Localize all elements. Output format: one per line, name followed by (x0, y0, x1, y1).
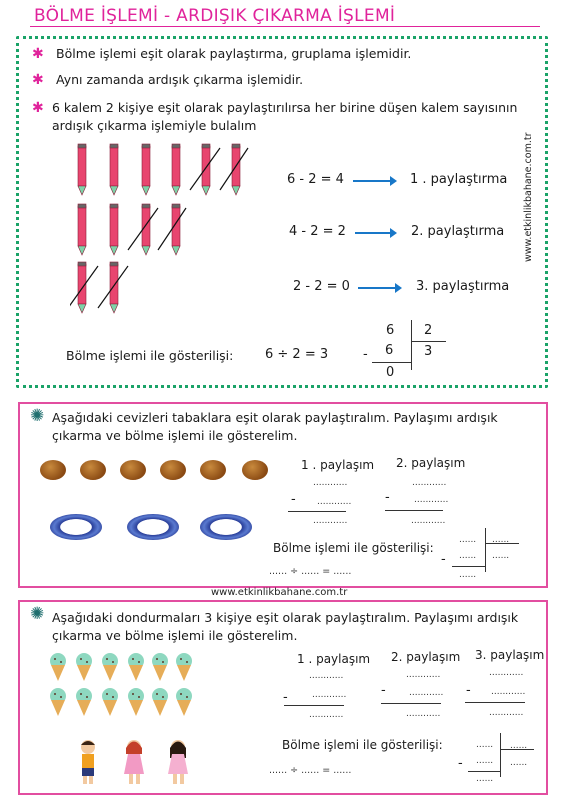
pencil-row-3 (70, 260, 130, 316)
long-division-line (412, 341, 446, 342)
pencil-icon (172, 204, 180, 255)
blank-field[interactable]: ............ (411, 516, 446, 526)
ice-cream-icon (152, 653, 168, 681)
blank-field[interactable]: ............ (312, 690, 347, 700)
ice-cream-icon (50, 653, 66, 681)
share-label-3: 3. paylaşım (475, 648, 545, 662)
instruction-text: Aşağıdaki cevizleri tabaklara eşit olarak paylaştıralım. Paylaşımı ardışık (52, 410, 498, 425)
blank-field[interactable]: ............ (309, 710, 344, 720)
walnut-icon (120, 460, 146, 480)
minus-sign: - (385, 490, 390, 505)
ice-cream-icon (76, 688, 92, 716)
pencil-icon (110, 144, 118, 195)
walnut-icon (160, 460, 186, 480)
minus-sign: - (291, 492, 296, 507)
share-label-1: 1 . paylaşım (297, 652, 371, 666)
division-equation: 6 ÷ 2 = 3 (265, 347, 329, 362)
minus-sign: - (466, 683, 471, 698)
instruction-text: çıkarma ve bölme işlemi ile gösterelim. (52, 628, 298, 643)
long-division-line (452, 566, 485, 567)
pencil-icon (110, 204, 118, 255)
bullet-text: Bölme işlemi eşit olarak paylaştırma, gruplama işlemidir. (56, 46, 412, 61)
long-division-line (372, 362, 412, 363)
gear-bullet-icon: ✺ (30, 406, 45, 426)
walnut-icon (200, 460, 226, 480)
blank-field[interactable]: ............ (309, 671, 344, 681)
minus-sign: - (441, 552, 446, 567)
blank-field[interactable]: ............ (313, 478, 348, 488)
minus-sign: - (381, 683, 386, 698)
arrow-right-icon (358, 287, 400, 289)
share-label-1: 1 . paylaşım (301, 458, 375, 472)
child-girl-icon (168, 740, 188, 784)
blank-field[interactable]: ...... (510, 758, 528, 768)
step-label: 1 . paylaştırma (410, 172, 508, 187)
gear-bullet-icon: ✺ (30, 604, 45, 624)
star-bullet-icon: ✱ (32, 46, 44, 62)
division-label: Bölme işlemi ile gösterilişi: (66, 348, 234, 363)
blank-field[interactable]: ............ (409, 688, 444, 698)
arrow-right-icon (353, 180, 395, 182)
long-division-remainder: 0 (386, 365, 395, 380)
walnut-icon (40, 460, 66, 480)
blank-field[interactable]: ............ (406, 709, 441, 719)
instruction-text: Aşağıdaki dondurmaları 3 kişiye eşit olarak paylaştıralım. Paylaşımı ardışık (52, 610, 519, 625)
blank-field[interactable]: ............ (317, 497, 352, 507)
long-division-line (468, 771, 500, 772)
blank-field[interactable]: ............ (412, 478, 447, 488)
pencil-icon (142, 144, 150, 195)
pencil-icon (78, 204, 86, 255)
blank-field[interactable]: ...... (476, 756, 494, 766)
ice-cream-icon (128, 688, 144, 716)
step-equation: 6 - 2 = 4 (287, 172, 344, 187)
pencil-icon (172, 144, 180, 195)
blank-field[interactable]: ...... (459, 551, 477, 561)
instruction-text: çıkarma ve bölme işlemi ile gösterelim. (52, 428, 298, 443)
blank-field[interactable]: ............ (406, 670, 441, 680)
blank-field[interactable]: ............ (489, 668, 524, 678)
child-girl-icon (124, 740, 144, 784)
ice-cream-group (48, 652, 198, 724)
blank-field[interactable]: ...... (476, 774, 494, 784)
minus-sign: - (283, 690, 288, 705)
children-group (74, 738, 194, 788)
blank-field[interactable]: ............ (489, 708, 524, 718)
long-division-subtract: 6 (385, 343, 394, 358)
share-label-2: 2. paylaşım (391, 650, 461, 664)
division-template[interactable]: ...... ÷ ...... = ...... (269, 566, 352, 577)
step-equation: 4 - 2 = 2 (289, 224, 346, 239)
minus-sign: - (363, 347, 368, 362)
blank-field[interactable]: ...... (459, 535, 477, 545)
blank-field[interactable]: ............ (414, 495, 449, 505)
blank-field[interactable]: ...... (492, 535, 510, 545)
star-bullet-icon: ✱ (32, 72, 44, 88)
pencil-row-1 (70, 142, 250, 198)
subtraction-line (288, 511, 346, 512)
plate-icon (50, 514, 102, 540)
division-label: Bölme işlemi ile gösterilişi: (282, 738, 443, 752)
ice-cream-icon (128, 653, 144, 681)
ice-cream-icon (50, 688, 66, 716)
website-text: www.etkinlikbahane.com.tr (211, 587, 348, 598)
long-division-quotient: 3 (424, 344, 433, 359)
star-bullet-icon: ✱ (32, 100, 44, 116)
ice-cream-icon (102, 653, 118, 681)
minus-sign: - (458, 756, 463, 771)
ice-cream-icon (176, 688, 192, 716)
pencil-icon (202, 144, 210, 195)
long-division-dividend: 6 (386, 323, 395, 338)
blank-field[interactable]: ...... (459, 570, 477, 580)
bullet-text: 6 kalem 2 kişiye eşit olarak paylaştırılırsa her birine düşen kalem sayısının (52, 100, 518, 115)
division-template[interactable]: ...... ÷ ...... = ...... (269, 765, 352, 776)
subtraction-line (465, 702, 525, 703)
website-vertical-text: www.etkinlikbahane.com.tr (523, 132, 534, 262)
walnut-icon (80, 460, 106, 480)
ice-cream-icon (76, 653, 92, 681)
blank-field[interactable]: ...... (476, 740, 494, 750)
bullet-text: Aynı zamanda ardışık çıkarma işlemidir. (56, 72, 304, 87)
title-underline (30, 26, 540, 27)
blank-field[interactable]: ............ (313, 516, 348, 526)
share-label-2: 2. paylaşım (396, 456, 466, 470)
long-division-divisor: 2 (424, 323, 433, 338)
step-equation: 2 - 2 = 0 (293, 279, 350, 294)
walnut-icon (242, 460, 268, 480)
step-label: 2. paylaştırma (411, 224, 505, 239)
ice-cream-icon (176, 653, 192, 681)
plate-icon (127, 514, 179, 540)
pencil-icon (110, 262, 118, 313)
blank-field[interactable]: ...... (492, 551, 510, 561)
division-label: Bölme işlemi ile gösterilişi: (273, 541, 434, 555)
child-boy-icon (81, 740, 95, 784)
bullet-text: ardışık çıkarma işlemiyle bulalım (52, 118, 257, 133)
blank-field[interactable]: ............ (491, 687, 526, 697)
pencil-row-2 (70, 202, 190, 258)
page-title: BÖLME İŞLEMİ - ARDIŞIK ÇIKARMA İŞLEMİ (34, 6, 396, 26)
step-label: 3. paylaştırma (416, 279, 510, 294)
long-division-bar (485, 528, 486, 572)
arrow-right-icon (355, 232, 395, 234)
subtraction-line (381, 703, 441, 704)
plate-icon (200, 514, 252, 540)
ice-cream-icon (152, 688, 168, 716)
long-division-bar (500, 733, 501, 777)
ice-cream-icon (102, 688, 118, 716)
blank-field[interactable]: ...... (510, 741, 528, 751)
subtraction-line (385, 510, 443, 511)
subtraction-line (284, 705, 344, 706)
pencil-icon (78, 144, 86, 195)
